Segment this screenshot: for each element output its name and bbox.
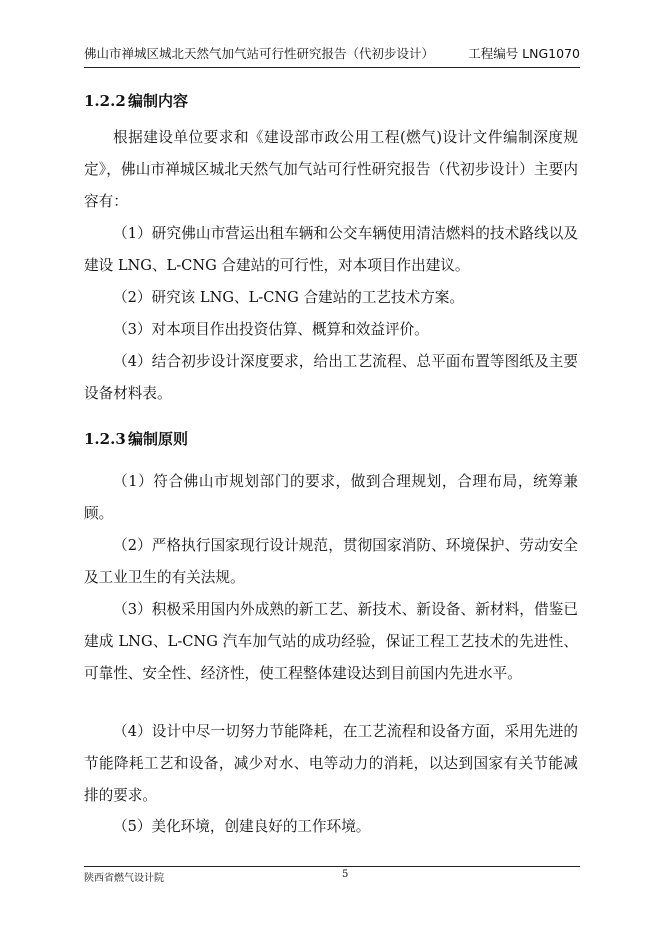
section-heading-1-2-3 bbox=[84, 428, 188, 449]
header-divider bbox=[84, 67, 580, 68]
paragraph: （1）符合佛山市规划部门的要求，做到合理规划，合理布局，统筹兼顾。 bbox=[84, 473, 578, 522]
paragraph: （1）研究佛山市营运出租车辆和公交车辆使用清洁燃料的技术路线以及建设 LNG、L-CNG 合建站的可行性，对本项目作出建议。 bbox=[84, 225, 578, 274]
paragraph: 根据建设单位要求和《建设部市政公用工程(燃气)设计文件编制深度规定》，佛山市禅城区城北天然气加气站可行性研究报告（代初步设计）主要内容有： bbox=[84, 129, 578, 210]
section-title: 编制内容 bbox=[128, 92, 189, 110]
paragraph: （2）严格执行国家现行设计规范，贯彻国家消防、环境保护、劳动安全及工业卫生的有关法规。 bbox=[84, 537, 578, 586]
paragraph: （3）积极采用国内外成熟的新工艺、新技术、新设备、新材料，借鉴已建成 LNG、L-CNG 汽车加气站的成功经验，保证工程工艺技术的先进性、可靠性、安全性、经济性，使工程整体建设达到目前国内先进水平。 bbox=[84, 601, 578, 682]
page-number: 5 bbox=[342, 869, 349, 880]
section-number: 1.2.2 bbox=[84, 92, 126, 110]
page-footer bbox=[84, 869, 580, 885]
header-title: 佛山市禅城区城北天然气加气站可行性研究报告（代初步设计） bbox=[84, 46, 435, 61]
section-number: 1.2.3 bbox=[84, 430, 126, 448]
page-header bbox=[84, 44, 580, 66]
header-project-number: 工程编号 LNG1070 bbox=[468, 46, 580, 61]
footer-organization: 陕西省燃气设计院 bbox=[84, 873, 164, 884]
paragraph: （4）设计中尽一切努力节能降耗，在工艺流程和设备方面，采用先进的节能降耗工艺和设备，减少对水、电等动力的消耗，以达到国家有关节能减排的要求。 bbox=[84, 723, 578, 804]
paragraph: （4）结合初步设计深度要求，给出工艺流程、总平面布置等图纸及主要设备材料表。 bbox=[84, 353, 578, 402]
paragraph: （2）研究该 LNG、L-CNG 合建站的工艺技术方案。 bbox=[113, 289, 464, 306]
paragraph: （3）对本项目作出投资估算、概算和效益评价。 bbox=[113, 321, 429, 338]
footer-divider bbox=[84, 866, 580, 867]
paragraph: （5）美化环境，创建良好的工作环境。 bbox=[113, 818, 371, 835]
section-heading-1-2-2 bbox=[84, 90, 188, 111]
section-title: 编制原则 bbox=[128, 430, 189, 448]
